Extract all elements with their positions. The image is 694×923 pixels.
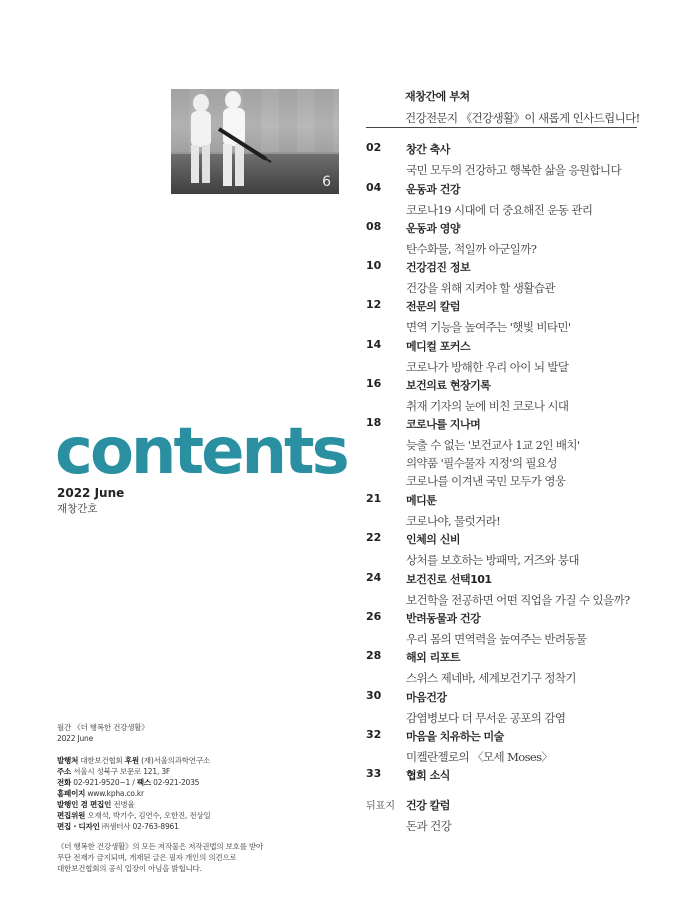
fax-label: 팩스 xyxy=(136,778,151,787)
toc-subtitle: 건강을 위해 지켜야 할 생활습관 xyxy=(406,281,555,295)
toc-title: 메디컬 포커스 xyxy=(406,340,471,353)
toc-page-number: 16 xyxy=(366,377,382,390)
editor-label: 발행인 겸 편집인 xyxy=(57,800,112,809)
contents-heading: contents xyxy=(55,415,347,489)
toc-subtitle: 코로나를 이겨낸 국민 모두가 영웅 xyxy=(406,474,566,488)
toc-subtitle: 면역 기능을 높여주는 '햇빛 비타민' xyxy=(406,320,571,334)
homepage-label: 홈페이지 xyxy=(57,789,86,798)
toc-title: 반려동물과 건강 xyxy=(406,612,481,625)
design-label: 편집 · 디자인 xyxy=(57,822,100,831)
toc-subtitle: 의약품 '필수물자 지정'의 필요성 xyxy=(406,456,557,470)
toc-page-number: 24 xyxy=(366,571,382,584)
toc-subtitle: 미켈란젤로의 〈모세 Moses〉 xyxy=(406,750,553,764)
editor-row xyxy=(57,799,297,810)
toc-subtitle: 감염병보다 더 무서운 공포의 감염 xyxy=(406,711,566,725)
toc-subtitle: 우리 몸의 면역력을 높여주는 반려동물 xyxy=(406,632,587,646)
toc-subtitle: 탄수화물, 적일까 아군일까? xyxy=(406,242,537,256)
feature-divider xyxy=(366,127,637,128)
committee-value: 오재석, 박기수, 김연수, 오한진, 전상일 xyxy=(87,811,211,820)
sponsor-label: 후원 xyxy=(124,756,139,765)
photo-page-number: 6 xyxy=(322,174,331,190)
phone-value: 02-921-9520~1 xyxy=(73,778,131,787)
publisher-value: 대한보건협회 xyxy=(80,756,123,765)
colophon xyxy=(57,722,297,874)
toc-subtitle: 돈과 건강 xyxy=(406,819,452,833)
toc-page-number: 22 xyxy=(366,531,382,544)
toc-title: 코로나를 지나며 xyxy=(406,418,481,431)
toc-title: 보건진로 선택101 xyxy=(406,573,492,586)
toc-page-number: 28 xyxy=(366,649,382,662)
phone-row: 전화 02-921-9520~1 / 팩스 02-921-2035 xyxy=(57,778,200,787)
toc-subtitle: 국민 모두의 건강하고 행복한 삶을 응원합니다 xyxy=(406,163,621,177)
toc-title: 메디툰 xyxy=(406,494,437,507)
toc-subtitle: 코로나야, 물럿거라! xyxy=(406,514,501,528)
toc-title: 창간 축사 xyxy=(406,143,450,156)
committee-row xyxy=(57,810,297,821)
toc-title: 전문의 칼럼 xyxy=(406,300,460,313)
notice-line: 무단 전재가 금지되며, 게재된 글은 필자 개인의 의견으로 xyxy=(57,853,237,862)
cover-photo xyxy=(171,89,339,194)
issue-label: 재창간호 xyxy=(57,503,98,515)
issue-date: 2022 June xyxy=(57,486,125,500)
toc-subtitle: 코로나19 시대에 더 중요해진 운동 관리 xyxy=(406,203,593,217)
toc-page-number: 뒤표지 xyxy=(366,801,395,812)
phone-label: 전화 xyxy=(57,778,72,787)
committee-label: 편집위원 xyxy=(57,811,86,820)
fax-value: 02-921-2035 xyxy=(153,778,200,787)
toc-page-number: 02 xyxy=(366,141,382,154)
toc-subtitle: 취재 기자의 눈에 비친 코로나 시대 xyxy=(406,399,569,413)
publisher-label: 발행처 xyxy=(57,756,79,765)
toc-page-number: 30 xyxy=(366,689,382,702)
toc-title: 건강 칼럼 xyxy=(406,799,450,812)
toc-title: 마음건강 xyxy=(406,691,447,704)
magazine-name: 월간 《더 행복한 건강생활》 xyxy=(57,723,149,732)
sponsor-value: (재)서울의과학연구소 xyxy=(141,756,210,765)
toc-title: 운동과 영양 xyxy=(406,222,460,235)
feature-title: 재창간에 부쳐 xyxy=(405,90,470,103)
toc-page-number: 12 xyxy=(366,298,382,311)
toc-page-number: 26 xyxy=(366,610,382,623)
disinfection-workers-illustration xyxy=(171,89,339,194)
address-value: 서울시 성북구 보문로 121, 3F xyxy=(73,767,171,776)
feature-subtitle: 건강전문지 《건강생활》이 새롭게 인사드립니다! xyxy=(405,111,640,125)
colophon-date: 2022 June xyxy=(57,734,94,743)
toc-subtitle: 스위스 제네바, 세계보건기구 정착기 xyxy=(406,671,576,685)
editor-value: 전병율 xyxy=(113,800,135,809)
toc-page-number: 32 xyxy=(366,728,382,741)
notice-line: 《더 행복한 건강생활》의 모든 저작물은 저작권법의 보호를 받아 xyxy=(57,842,264,851)
toc-page-number: 21 xyxy=(366,492,382,505)
toc-title: 건강검진 정보 xyxy=(406,261,471,274)
toc-page-number: 14 xyxy=(366,338,382,351)
homepage-row xyxy=(57,788,297,799)
toc-page-number: 10 xyxy=(366,259,382,272)
toc-page-number: 18 xyxy=(366,416,382,429)
address-row xyxy=(57,766,297,777)
toc-title: 운동과 건강 xyxy=(406,183,460,196)
copyright-notice xyxy=(57,841,297,874)
address-label: 주소 xyxy=(57,767,72,776)
toc-title: 마음을 치유하는 미술 xyxy=(406,730,504,743)
toc-subtitle: 보건학을 전공하면 어떤 직업을 가질 수 있을까? xyxy=(406,593,630,607)
toc-title: 해외 리포트 xyxy=(406,651,460,664)
toc-title: 보건의료 현장기록 xyxy=(406,379,491,392)
design-value: ㈜샘터사 02-763-8961 xyxy=(101,822,179,831)
publisher-row xyxy=(57,755,297,766)
toc-subtitle: 늦출 수 없는 '보건교사 1교 2인 배치' xyxy=(406,438,580,452)
toc-subtitle: 코로나가 방해한 우리 아이 뇌 발달 xyxy=(406,360,569,374)
toc-subtitle: 상처를 보호하는 방패막, 거즈와 붕대 xyxy=(406,553,579,567)
toc-page-number: 04 xyxy=(366,181,382,194)
homepage-link[interactable]: www.kpha.co.kr xyxy=(87,789,144,798)
toc-page-number: 33 xyxy=(366,767,382,780)
toc-page-number: 08 xyxy=(366,220,382,233)
design-row xyxy=(57,821,297,832)
toc-title: 협회 소식 xyxy=(406,769,450,782)
notice-line: 대한보건협회의 공식 입장이 아님을 밝힙니다. xyxy=(57,864,202,873)
toc-title: 인체의 신비 xyxy=(406,533,460,546)
feature-intro xyxy=(405,88,640,126)
